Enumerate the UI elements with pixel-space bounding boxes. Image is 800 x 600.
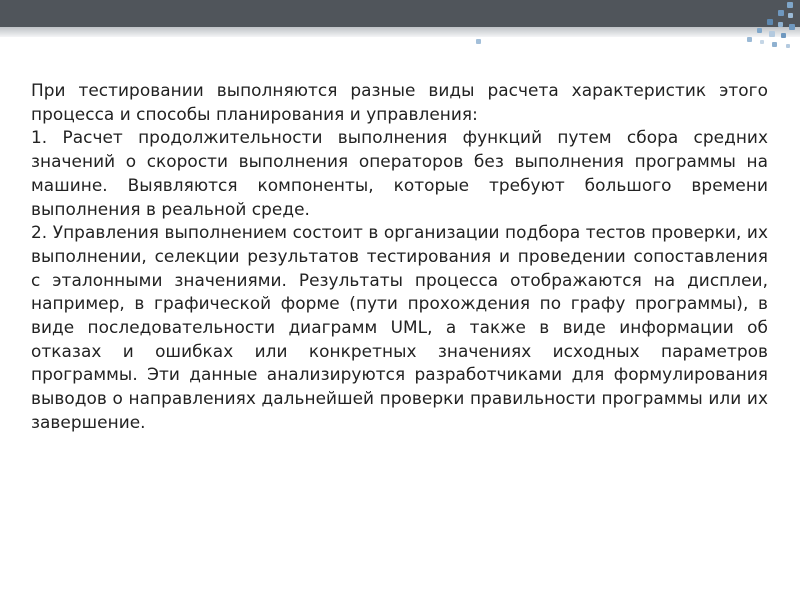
point-2-paragraph: 2. Управления выполнением состоит в организации подбора тестов проверки, их выполнении, селекции результатов тестирования и проведении сопоставления с эталонными значениями. Результаты процесса отображаются на дисплеи, например, в графической форме (пути прохождения по графу программы), в виде последовательности диаграмм UML, а также в виде информации об отказах и ошибках или конкретных значениях исходных параметров программы. Эти данные анализируются разработчиками для формулирования выводов о направлениях дальнейшей проверки правильности программы или их завершение.: [31, 222, 768, 432]
slide-body: [31, 79, 768, 435]
decorative-dots: [0, 0, 800, 60]
intro-paragraph: При тестировании выполняются разные виды расчета характеристик этого процесса и способы планирования и управления:: [31, 80, 768, 124]
point-1-paragraph: 1. Расчет продолжительности выполнения функций путем сбора средних значений о скорости выполнения операторов без выполнения программы на машине. Выявляются компоненты, которые требуют большого времени выполнения в реальной среде.: [31, 127, 768, 219]
